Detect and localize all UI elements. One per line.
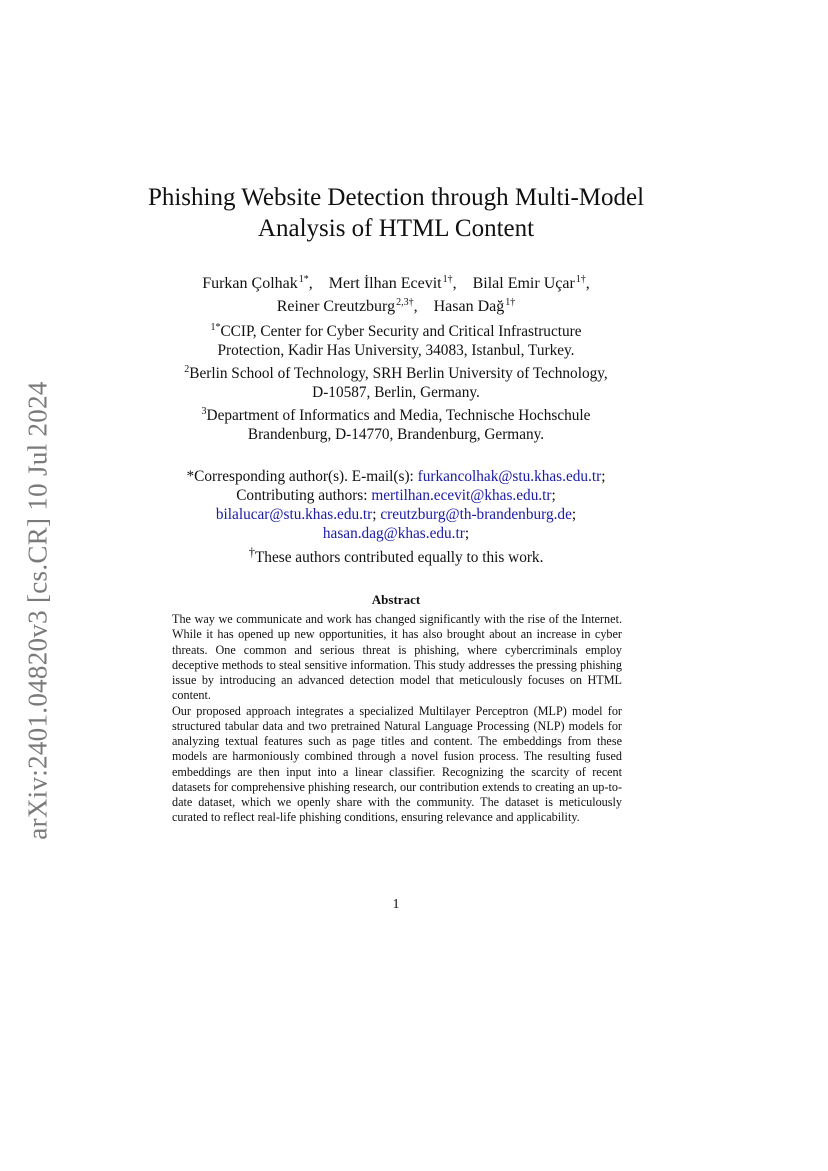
author: Reiner Creutzburg$^{2,3\dagger}$, — [276, 297, 418, 315]
author: Hasan Dağ$^{1\dagger}$ — [433, 297, 516, 315]
affiliation: $^{1*}$CCIP, Center for Cyber Security and Critical Infrastructure — [210, 322, 582, 340]
abstract-heading: Abstract — [371, 592, 421, 607]
contributing-label: Contributing authors: — [236, 487, 372, 504]
contributor-email-link[interactable]: bilalucar@stu.khas.edu.tr — [215, 506, 373, 523]
author: Bilal Emir Uçar$^{1\dagger}$, — [472, 274, 590, 292]
arxiv-sidebar — [18, 370, 58, 850]
affiliation-cont: Brandenburg, D-14770, Brandenburg, Germany. — [247, 426, 545, 443]
affiliation: $^3$Department of Informatics and Media, Technische Hochschule — [201, 406, 591, 424]
contributor-email-link[interactable]: creutzburg@th-brandenburg.de — [380, 506, 572, 523]
author-list — [120, 270, 672, 316]
corresponding-label: *Corresponding author(s). E-mail(s): — [186, 468, 418, 485]
equal-contribution-note: These authors contributed equally to this work. — [254, 549, 544, 567]
page-number: 1 — [392, 897, 400, 912]
abstract-paragraph: Our proposed approach integrates a specialized Multilayer Perceptron (MLP) model for structured tabular data and two pretrained Natural Language Processing (NLP) models for analyzing textual features such as page titles and content. The embeddings from these models are harmoniously combined through a novel fusion process. The resulting fused embeddings are then input into a linear classifier. Recognizing the scarcity of recent datasets for comprehensive phishing research, our contribution extends to creating an up-to-date dataset, which we openly share with the community. The dataset is meticulously curated to reflect real-life phishing conditions, ensuring relevance and applicability. — [172, 703, 622, 825]
equal-contribution-mark: † — [248, 545, 255, 559]
correspondence-block: *Corresponding author(s). E-mail(s): furkancolhak@stu.khas.edu.tr; Contributing authors: mertilhan.ecevit@khas.edu.tr; bilalucar@stu.khas.edu.tr; creutzburg@th-brandenburg.de; hasan.dag@khas.edu.tr; †These authors contributed equally to this work. — [186, 468, 606, 567]
contributor-email-link[interactable]: mertilhan.ecevit@khas.edu.tr — [371, 487, 552, 504]
abstract-paragraph: The way we communicate and work has changed significantly with the rise of the Internet. While it has opened up new opportunities, it has also brought about an increase in cyber threats. One common and serious threat is phishing, where cybercriminals employ deceptive methods to steal sensitive information. This study addresses the pressing phishing issue by introducing an advanced detection model that meticulously focuses on HTML content. — [172, 612, 622, 703]
arxiv-identifier: arXiv:2401.04820v3 [cs.CR] 10 Jul 2024 — [22, 380, 53, 840]
title-line-1: Phishing Website Detection through Multi-Model — [147, 184, 645, 211]
affiliation-cont: Protection, Kadir Has University, 34083, Istanbul, Turkey. — [217, 342, 575, 359]
author: Furkan Çolhak$^{1*}$, — [202, 274, 313, 292]
affiliation-cont: D-10587, Berlin, Germany. — [312, 384, 480, 401]
abstract-body — [172, 612, 622, 826]
title-line-2: Analysis of HTML Content — [257, 215, 535, 242]
author: Mert İlhan Ecevit$^{1\dagger}$, — [328, 274, 457, 292]
paper-title — [120, 182, 672, 244]
affiliations — [120, 318, 672, 444]
corresponding-email-link[interactable]: furkancolhak@stu.khas.edu.tr — [417, 468, 602, 485]
affiliation: $^2$Berlin School of Technology, SRH Berlin University of Technology, — [184, 364, 608, 382]
contributor-email-link[interactable]: hasan.dag@khas.edu.tr — [322, 525, 465, 542]
